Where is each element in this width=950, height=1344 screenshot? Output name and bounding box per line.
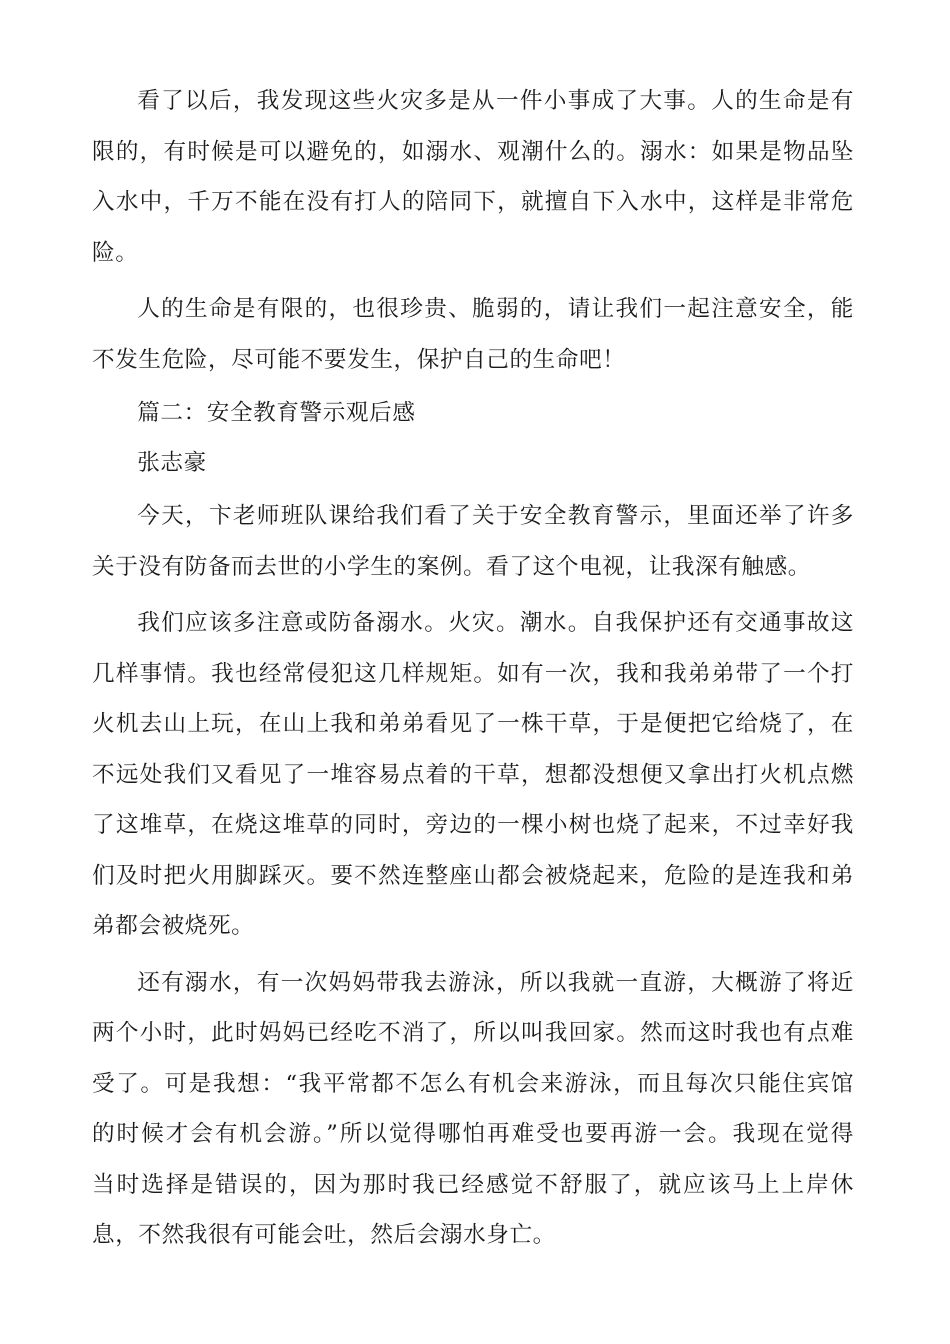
section-title: 篇二：安全教育警示观后感 bbox=[137, 400, 416, 426]
author-name: 张志豪 bbox=[137, 450, 207, 476]
text-line: 人的生命是有限的，也很珍贵、脆弱的，请让我们一起注意安全，能 bbox=[137, 296, 854, 322]
text-line: 当时选择是错误的，因为那时我已经感觉不舒服了，就应该马上上岸休 bbox=[92, 1171, 854, 1198]
text-line: 了这堆草，在烧这堆草的同时，旁边的一棵小树也烧了起来，不过幸好我 bbox=[92, 812, 854, 838]
text-line: 险。 bbox=[92, 239, 139, 266]
paragraph-5 bbox=[92, 958, 854, 1261]
text-line: 还有溺水，有一次妈妈带我去游泳，所以我就一直游，大概游了将近 bbox=[137, 969, 854, 996]
text-line: 们及时把火用脚踩灭。要不然连整座山都会被烧起来，危险的是连我和弟 bbox=[92, 862, 854, 889]
text-line: 受了。可是我想：“我平常都不怎么有机会来游泳，而且每次只能住宾馆 bbox=[92, 1070, 854, 1097]
paragraph-2 bbox=[92, 284, 854, 385]
text-line: 火机去山上玩，在山上我和弟弟看见了一株干草，于是便把它给烧了，在 bbox=[92, 711, 854, 737]
text-line: 弟都会被烧死。 bbox=[92, 913, 255, 939]
text-line: 我们应该多注意或防备溺水。火灾。潮水。自我保护还有交通事故这 bbox=[137, 610, 854, 636]
text-line: 的时候才会有机会游。”所以觉得哪怕再难受也要再游一会。我现在觉得 bbox=[92, 1121, 854, 1147]
text-line: 两个小时，此时妈妈已经吃不消了，所以叫我回家。然而这时我也有点难 bbox=[92, 1020, 854, 1046]
text-line: 关于没有防备而去世的小学生的案例。看了这个电视，让我深有触感。 bbox=[92, 553, 812, 580]
paragraph-1 bbox=[92, 76, 854, 278]
paragraph-3 bbox=[92, 491, 854, 592]
text-line: 今天，卞老师班队课给我们看了关于安全教育警示，里面还举了许多 bbox=[137, 503, 854, 529]
text-line: 不远处我们又看见了一堆容易点着的干草，想都没想便又拿出打火机点燃 bbox=[92, 761, 854, 788]
text-line: 入水中，千万不能在没有打人的陪同下，就擅自下入水中，这样是非常危 bbox=[92, 189, 854, 215]
text-line: 息，不然我很有可能会吐，然后会溺水身亡。 bbox=[92, 1222, 556, 1248]
paragraph-4 bbox=[92, 598, 854, 952]
text-line: 几样事情。我也经常侵犯这几样规矩。如有一次，我和我弟弟带了一个打 bbox=[92, 660, 854, 687]
text-line: 看了以后，我发现这些火灾多是从一件小事成了大事。人的生命是有 bbox=[137, 88, 854, 114]
text-line: 限的，有时候是可以避免的，如溺水、观潮什么的。溺水：如果是物品坠 bbox=[92, 138, 854, 165]
text-line: 不发生危险，尽可能不要发生，保护自己的生命吧！ bbox=[92, 346, 626, 373]
document-page bbox=[92, 76, 854, 1267]
